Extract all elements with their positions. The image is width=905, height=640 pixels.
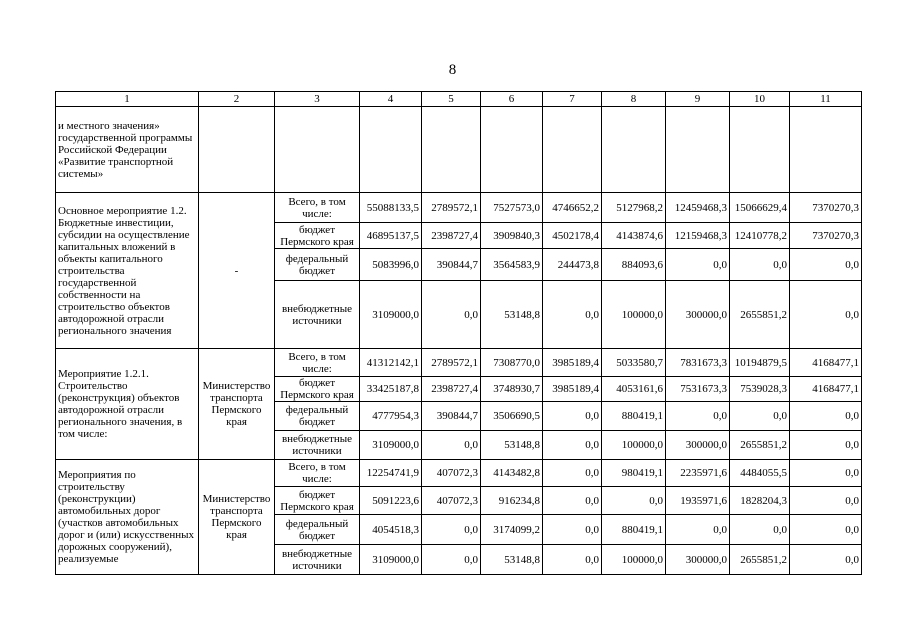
event-description: Основное мероприятие 1.2. Бюджетные инвестиции, субсидии на осуществление капитальных вложений в объекты капитального строительства государственной собственности на строительство объектов автодорожной отрасли регионального значения — [56, 193, 199, 349]
funding-source: Всего, в том числе: — [275, 460, 360, 487]
amount-cell: 4143874,6 — [602, 223, 666, 249]
table-row — [56, 349, 862, 377]
amount-cell: 46895137,5 — [360, 223, 422, 249]
column-number: 2 — [199, 92, 275, 107]
amount-cell: 407072,3 — [422, 460, 481, 487]
amount-cell: 0,0 — [790, 460, 862, 487]
amount-cell: 2235971,6 — [666, 460, 730, 487]
amount-cell: 407072,3 — [422, 487, 481, 515]
amount-cell: 0,0 — [422, 281, 481, 349]
amount-cell: 5033580,7 — [602, 349, 666, 377]
event-description: Мероприятие 1.2.1. Строительство (реконструкция) объектов автодорожной отрасли регионального значения, в том числе: — [56, 349, 199, 460]
amount-cell: 2789572,1 — [422, 193, 481, 223]
funding-source: федеральный бюджет — [275, 402, 360, 431]
amount-cell: 0,0 — [730, 402, 790, 431]
amount-cell: 0,0 — [730, 515, 790, 545]
amount-cell: 7539028,3 — [730, 377, 790, 402]
empty-cell — [666, 107, 730, 193]
amount-cell: 7370270,3 — [790, 193, 862, 223]
executor: - — [199, 193, 275, 349]
empty-cell — [199, 107, 275, 193]
amount-cell: 0,0 — [790, 515, 862, 545]
amount-cell: 2398727,4 — [422, 223, 481, 249]
column-number: 9 — [666, 92, 730, 107]
amount-cell: 12459468,3 — [666, 193, 730, 223]
amount-cell: 3506690,5 — [481, 402, 543, 431]
amount-cell: 15066629,4 — [730, 193, 790, 223]
empty-cell — [730, 107, 790, 193]
amount-cell: 4168477,1 — [790, 377, 862, 402]
amount-cell: 0,0 — [666, 402, 730, 431]
executor: Министерство транспорта Пермского края — [199, 349, 275, 460]
column-number: 11 — [790, 92, 862, 107]
amount-cell: 1828204,3 — [730, 487, 790, 515]
amount-cell: 0,0 — [422, 545, 481, 575]
amount-cell: 5091223,6 — [360, 487, 422, 515]
amount-cell: 4484055,5 — [730, 460, 790, 487]
funding-source: бюджет Пермского края — [275, 487, 360, 515]
continuation-row — [56, 107, 862, 193]
amount-cell: 100000,0 — [602, 281, 666, 349]
amount-cell: 0,0 — [790, 487, 862, 515]
empty-cell — [602, 107, 666, 193]
empty-cell — [543, 107, 602, 193]
amount-cell: 5127968,2 — [602, 193, 666, 223]
amount-cell: 244473,8 — [543, 249, 602, 281]
amount-cell: 4053161,6 — [602, 377, 666, 402]
amount-cell: 0,0 — [602, 487, 666, 515]
amount-cell: 100000,0 — [602, 431, 666, 460]
empty-cell — [422, 107, 481, 193]
amount-cell: 4502178,4 — [543, 223, 602, 249]
amount-cell: 4143482,8 — [481, 460, 543, 487]
funding-source: внебюджетные источники — [275, 281, 360, 349]
amount-cell: 4777954,3 — [360, 402, 422, 431]
amount-cell: 0,0 — [543, 545, 602, 575]
funding-source: внебюджетные источники — [275, 545, 360, 575]
amount-cell: 2655851,2 — [730, 281, 790, 349]
column-number: 3 — [275, 92, 360, 107]
amount-cell: 0,0 — [730, 249, 790, 281]
amount-cell: 4054518,3 — [360, 515, 422, 545]
amount-cell: 10194879,5 — [730, 349, 790, 377]
amount-cell: 7831673,3 — [666, 349, 730, 377]
amount-cell: 55088133,5 — [360, 193, 422, 223]
amount-cell: 2655851,2 — [730, 431, 790, 460]
empty-cell — [275, 107, 360, 193]
amount-cell: 3109000,0 — [360, 281, 422, 349]
amount-cell: 4746652,2 — [543, 193, 602, 223]
amount-cell: 7370270,3 — [790, 223, 862, 249]
column-number-row — [56, 92, 862, 107]
amount-cell: 0,0 — [543, 487, 602, 515]
funding-source: федеральный бюджет — [275, 515, 360, 545]
column-number: 10 — [730, 92, 790, 107]
funding-source: бюджет Пермского края — [275, 223, 360, 249]
amount-cell: 5083996,0 — [360, 249, 422, 281]
amount-cell: 390844,7 — [422, 249, 481, 281]
column-number: 5 — [422, 92, 481, 107]
amount-cell: 12254741,9 — [360, 460, 422, 487]
continuation-description: и местного значения» государственной программы Российской Федерации «Развитие транспортной системы» — [56, 107, 199, 193]
amount-cell: 100000,0 — [602, 545, 666, 575]
amount-cell: 53148,8 — [481, 545, 543, 575]
amount-cell: 12159468,3 — [666, 223, 730, 249]
amount-cell: 0,0 — [543, 460, 602, 487]
amount-cell: 880419,1 — [602, 515, 666, 545]
amount-cell: 0,0 — [790, 249, 862, 281]
amount-cell: 2789572,1 — [422, 349, 481, 377]
amount-cell: 2655851,2 — [730, 545, 790, 575]
column-number: 1 — [56, 92, 199, 107]
funding-source: внебюджетные источники — [275, 431, 360, 460]
column-number: 7 — [543, 92, 602, 107]
amount-cell: 41312142,1 — [360, 349, 422, 377]
column-number: 4 — [360, 92, 422, 107]
amount-cell: 390844,7 — [422, 402, 481, 431]
amount-cell: 0,0 — [790, 402, 862, 431]
amount-cell: 980419,1 — [602, 460, 666, 487]
event-description: Мероприятия по строительству (реконструкции) автомобильных дорог (участков автомобильных дорог и (или) искусственных дорожных сооружений), реализуемые — [56, 460, 199, 575]
amount-cell: 300000,0 — [666, 545, 730, 575]
amount-cell: 3909840,3 — [481, 223, 543, 249]
amount-cell: 3109000,0 — [360, 545, 422, 575]
empty-cell — [481, 107, 543, 193]
amount-cell: 7531673,3 — [666, 377, 730, 402]
amount-cell: 916234,8 — [481, 487, 543, 515]
amount-cell: 7527573,0 — [481, 193, 543, 223]
amount-cell: 7308770,0 — [481, 349, 543, 377]
executor: Министерство транспорта Пермского края — [199, 460, 275, 575]
amount-cell: 300000,0 — [666, 281, 730, 349]
funding-source: бюджет Пермского края — [275, 377, 360, 402]
amount-cell: 3985189,4 — [543, 377, 602, 402]
amount-cell: 0,0 — [422, 431, 481, 460]
column-number: 6 — [481, 92, 543, 107]
empty-cell — [790, 107, 862, 193]
amount-cell: 53148,8 — [481, 431, 543, 460]
table-row — [56, 460, 862, 487]
amount-cell: 0,0 — [666, 249, 730, 281]
amount-cell: 3564583,9 — [481, 249, 543, 281]
amount-cell: 0,0 — [543, 402, 602, 431]
amount-cell: 2398727,4 — [422, 377, 481, 402]
amount-cell: 0,0 — [543, 281, 602, 349]
amount-cell: 3174099,2 — [481, 515, 543, 545]
amount-cell: 53148,8 — [481, 281, 543, 349]
amount-cell: 0,0 — [666, 515, 730, 545]
budget-table — [55, 91, 862, 575]
amount-cell: 3109000,0 — [360, 431, 422, 460]
amount-cell: 0,0 — [543, 515, 602, 545]
amount-cell: 3748930,7 — [481, 377, 543, 402]
amount-cell: 1935971,6 — [666, 487, 730, 515]
page-number: 8 — [448, 62, 457, 78]
amount-cell: 300000,0 — [666, 431, 730, 460]
amount-cell: 12410778,2 — [730, 223, 790, 249]
amount-cell: 3985189,4 — [543, 349, 602, 377]
amount-cell: 884093,6 — [602, 249, 666, 281]
amount-cell: 0,0 — [790, 431, 862, 460]
amount-cell: 0,0 — [790, 281, 862, 349]
amount-cell: 33425187,8 — [360, 377, 422, 402]
funding-source: Всего, в том числе: — [275, 349, 360, 377]
funding-source: федеральный бюджет — [275, 249, 360, 281]
table-row — [56, 193, 862, 223]
amount-cell: 0,0 — [543, 431, 602, 460]
amount-cell: 0,0 — [790, 545, 862, 575]
column-number: 8 — [602, 92, 666, 107]
amount-cell: 880419,1 — [602, 402, 666, 431]
amount-cell: 0,0 — [422, 515, 481, 545]
funding-source: Всего, в том числе: — [275, 193, 360, 223]
empty-cell — [360, 107, 422, 193]
amount-cell: 4168477,1 — [790, 349, 862, 377]
